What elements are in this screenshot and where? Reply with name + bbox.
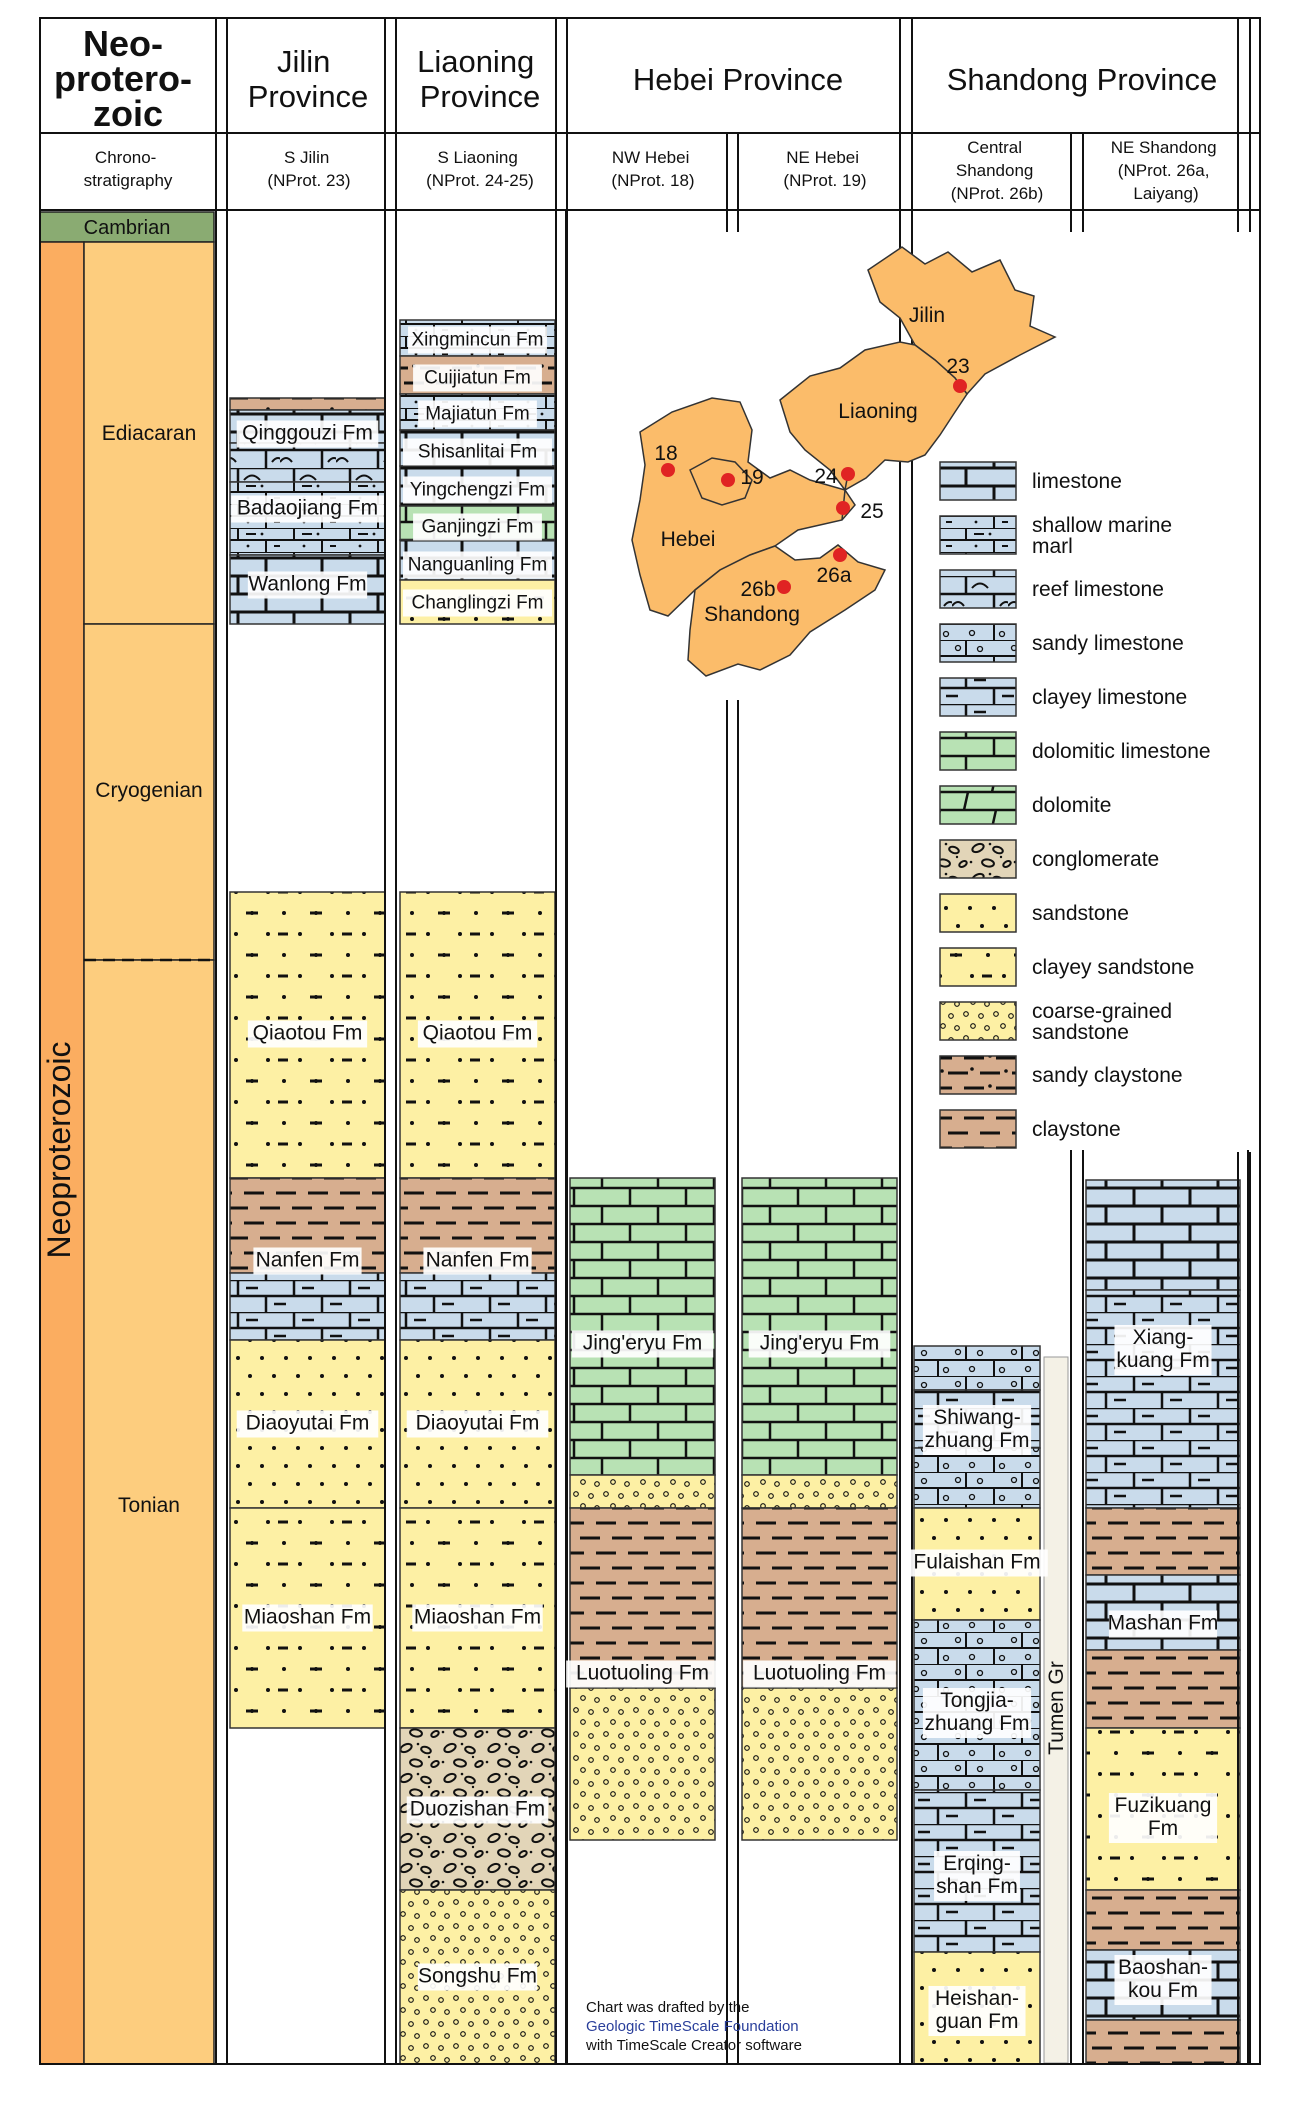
formation-label: Majiatun Fm (425, 403, 530, 425)
formation-label: Yingchengzi Fm (409, 479, 546, 501)
formation-label: Shisanlitai Fm (417, 441, 538, 463)
formation-label: Cuijiatun Fm (424, 367, 531, 389)
formation-label: Miaoshan Fm (243, 1605, 372, 1629)
site-23-marker (953, 379, 967, 393)
subheader-s-jilin: S Jilin (NProt. 23) (267, 148, 351, 190)
formation-label: Fulaishan Fm (913, 1550, 1041, 1574)
tumen-group (1044, 1357, 1068, 2063)
formation-label: Luotuoling Fm (752, 1661, 887, 1685)
legend-swatch-clayey-limestone (940, 678, 1016, 716)
subheader-nw-hebei: NW Hebei (NProt. 18) (611, 148, 695, 190)
legend-label-reef-limestone: reef limestone (1032, 578, 1164, 601)
legend-swatch-limestone (940, 462, 1016, 500)
nehebei-unit-0-dolomitic-limestone (742, 1178, 897, 1475)
formation-label: Nanfen Fm (425, 1248, 530, 1272)
legend-swatch-reef-limestone (940, 570, 1016, 608)
header (54, 23, 1217, 134)
formation-label: Baoshan-kou Fm (1118, 1956, 1208, 2002)
neshandong-unit-4-claystone (1086, 1650, 1240, 1728)
subheader-s-liaoning: S Liaoning (NProt. 24-25) (426, 148, 534, 190)
subheader-chrono: Chrono- stratigraphy (83, 148, 173, 190)
map-label-jilin: Jilin (908, 304, 946, 327)
formation-label: Qiaotou Fm (422, 1021, 533, 1045)
credit-line-2: Geologic TimeScale Foundation (586, 2018, 799, 2035)
nehebei-unit-3-coarse-sandstone (742, 1688, 897, 1840)
sjilin-unit-0-sandy-claystone (230, 398, 385, 410)
formation-label: Duozishan Fm (409, 1797, 546, 1821)
legend-label-shallow-marine-marl: shallow marine marl (1032, 514, 1173, 558)
formation-label: Fuzikuang Fm (1114, 1794, 1212, 1840)
site-26a-label: 26a (816, 564, 852, 587)
period-tonian-label: Tonian (118, 1494, 180, 1517)
legend-label-sandstone: sandstone (1032, 902, 1129, 925)
formation-label: Diaoyutai Fm (415, 1411, 540, 1435)
site-18-marker (661, 463, 675, 477)
neshandong-unit-6-claystone (1086, 1890, 1240, 1950)
formation-label: Badaojiang Fm (236, 496, 379, 520)
cshandong-unit-2-sandy-limestone (914, 1448, 1040, 1508)
nehebei-unit-1-coarse-sandstone (742, 1475, 897, 1508)
subheader-central-shandong: Central Shandong (NProt. 26b) (950, 138, 1044, 203)
legend-swatch-shallow-marine-marl (940, 516, 1016, 554)
subheader (84, 138, 1222, 203)
formation-label: Qinggouzi Fm (242, 421, 373, 445)
province-hebei: Hebei Province (632, 62, 844, 97)
subheader-ne-shandong: NE Shandong (NProt. 26a, Laiyang) (1110, 138, 1217, 203)
formation-label: Ganjingzi Fm (421, 516, 534, 538)
site-24-label: 24 (814, 465, 838, 488)
formation-label: Jing'eryu Fm (582, 1331, 703, 1355)
tumen-group-label: Tumen Gr (1045, 1661, 1068, 1755)
sjilin-unit-2-reef-limestone (230, 443, 385, 482)
formation-label: Jing'eryu Fm (759, 1331, 880, 1355)
formation-label: Xingmincun Fm (411, 329, 544, 351)
site-23-label: 23 (946, 355, 970, 378)
neshandong-unit-1-clayey-limestone (1086, 1290, 1240, 1508)
chronostratigraphy-column (40, 212, 214, 2064)
map-label-hebei: Hebei (660, 528, 716, 551)
legend-label-dolomite: dolomite (1032, 794, 1112, 817)
site-25-marker (836, 501, 850, 515)
nwhebei-unit-3-coarse-sandstone (570, 1688, 715, 1840)
legend-label-sandy-limestone: sandy limestone (1032, 632, 1184, 655)
formation-label: Songshu Fm (417, 1964, 538, 1988)
legend-label-dolomitic-limestone: dolomitic limestone (1032, 740, 1211, 763)
legend-swatch-sandy-claystone (940, 1056, 1016, 1094)
legend-label-conglomerate: conglomerate (1032, 848, 1160, 871)
site-19-label: 19 (740, 466, 764, 489)
neshandong-unit-2-claystone (1086, 1508, 1240, 1575)
formation-label: Shiwang-zhuang Fm (924, 1406, 1030, 1452)
province-jilin: Jilin Province (247, 44, 369, 114)
legend-label-limestone: limestone (1032, 470, 1122, 493)
nwhebei-unit-1-coarse-sandstone (570, 1475, 715, 1508)
site-25-label: 25 (860, 500, 884, 523)
formation-label: Mashan Fm (1107, 1611, 1219, 1635)
map-label-shandong: Shandong (704, 603, 800, 626)
province-shandong: Shandong Province (946, 62, 1218, 97)
formation-label: Nanfen Fm (255, 1248, 360, 1272)
credit (585, 1999, 802, 2054)
neshandong-unit-8-claystone (1086, 2020, 1240, 2064)
province-liaoning: Liaoning Province (417, 44, 541, 114)
legend-label-coarse-sandstone: coarse-grained sandstone (1032, 1000, 1173, 1044)
neshandong-unit-0-limestone (1086, 1180, 1240, 1290)
legend-label-claystone: claystone (1032, 1118, 1121, 1141)
formation-label: Miaoshan Fm (413, 1605, 542, 1629)
subheader-ne-hebei: NE Hebei (NProt. 19) (783, 148, 867, 190)
formation-label: Changlingzi Fm (411, 592, 544, 614)
legend-label-sandy-claystone: sandy claystone (1032, 1064, 1183, 1087)
site-26a-marker (833, 548, 847, 562)
period-cryogenian-label: Cryogenian (95, 779, 203, 802)
formation-label: Erqing-shan Fm (936, 1852, 1018, 1898)
legend-swatch-sandy-limestone (940, 624, 1016, 662)
legend-label-clayey-sandstone: clayey sandstone (1032, 956, 1195, 979)
formation-label: Tongjia-zhuang Fm (924, 1689, 1030, 1735)
legend-swatch-claystone (940, 1110, 1016, 1148)
legend-swatch-dolomite (940, 786, 1016, 824)
legend-swatch-clayey-sandstone (940, 948, 1016, 986)
formation-label: Nanguanling Fm (407, 554, 548, 576)
sjilin-unit-7-clayey-limestone (230, 1273, 385, 1340)
site-19-marker (721, 473, 735, 487)
formation-label: Xiang-kuang Fm (1116, 1326, 1210, 1372)
formation-label: Wanlong Fm (248, 572, 367, 596)
site-18-label: 18 (654, 442, 678, 465)
formation-label: Diaoyutai Fm (245, 1411, 370, 1435)
legend-swatch-sandstone (940, 894, 1016, 932)
era-label: Neoproterozoic (41, 1041, 77, 1259)
period-ediacaran-label: Ediacaran (101, 422, 197, 445)
sliaoning-unit-10-clayey-limestone (400, 1273, 555, 1340)
site-26b-marker (777, 580, 791, 594)
legend-swatch-conglomerate (940, 840, 1016, 878)
credit-line-3: with TimeScale Creator software (586, 2037, 802, 2054)
formation-label: Qiaotou Fm (252, 1021, 363, 1045)
site-26b-label: 26b (740, 578, 776, 601)
title: Neo- protero- zoic (53, 23, 192, 134)
site-24-marker (841, 467, 855, 481)
legend-swatch-coarse-sandstone (940, 1002, 1016, 1040)
nwhebei-unit-0-dolomitic-limestone (570, 1178, 715, 1475)
legend-swatch-dolomitic-limestone (940, 732, 1016, 770)
formation-label: Luotuoling Fm (575, 1661, 710, 1685)
credit-line-1: Chart was drafted by the (586, 1999, 750, 2016)
map-label-liaoning: Liaoning (838, 400, 918, 423)
cshandong-unit-0-sandy-limestone (914, 1346, 1040, 1390)
cambrian-label: Cambrian (83, 217, 171, 239)
formation-label: Heishan-guan Fm (934, 1987, 1020, 2033)
legend-label-clayey-limestone: clayey limestone (1032, 686, 1188, 709)
